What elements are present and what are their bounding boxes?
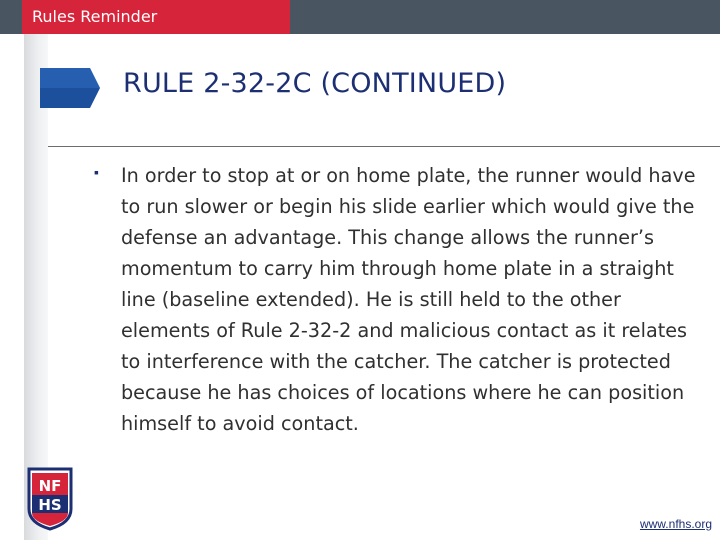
svg-text:NF: NF (38, 477, 62, 495)
header-tab (22, 0, 290, 34)
nfhs-website-link[interactable]: www.nfhs.org (639, 517, 712, 531)
title-divider (48, 146, 720, 147)
top-bar (0, 0, 720, 34)
bullet-list (94, 160, 704, 439)
bullet-text: In order to stop at or on home plate, the runner would have to run slower or begin his slide earlier which would give the defense an advantage. This change allows the runner’s momentum to carry him through home plate in a straight line (baseline extended). He is still held to the other elements of Rule 2-32-2 and malicious contact as it relates to interference with the catcher. The catcher is protected because he has choices of locations where he can position himself to avoid contact. (121, 164, 696, 435)
svg-text:HS: HS (38, 496, 62, 514)
square-bullet-icon: ▪ (94, 164, 99, 180)
slide-title: RULE 2-32-2C (CONTINUED) (123, 68, 507, 99)
title-flag-icon (40, 68, 100, 108)
header-tab-label: Rules Reminder (32, 7, 158, 26)
nfhs-logo-icon (27, 465, 73, 531)
